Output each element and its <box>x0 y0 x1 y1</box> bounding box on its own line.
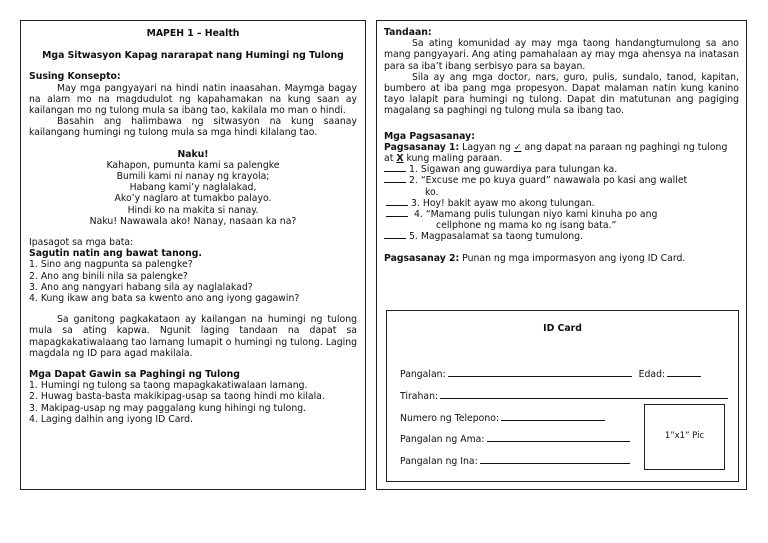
exercise-item: 5. Magpasalamat sa taong tumulong. <box>384 231 739 242</box>
phone-field-row <box>400 411 605 424</box>
answer-blank[interactable] <box>384 182 406 183</box>
question-item: 2. Ano ang binili nila sa palengke? <box>29 270 188 282</box>
left-worksheet-panel <box>20 20 366 490</box>
exercise-2-label: Pagsasanay 2: <box>384 252 460 264</box>
mother-field[interactable] <box>480 454 630 464</box>
father-label: Pangalan ng Ama: <box>400 434 485 445</box>
answer-blank[interactable] <box>386 205 408 206</box>
age-field[interactable] <box>667 367 701 377</box>
name-label: Pangalan: <box>400 369 446 380</box>
lesson-title: Mga Sitwasyon Kapag nararapat nang Humingi ng Tulong <box>42 50 344 62</box>
question-item: 4. Kung ikaw ang bata sa kwento ano ang iyong gagawin? <box>29 293 300 305</box>
remember-heading: Tandaan: <box>384 27 432 38</box>
exercise-item-continuation: ko. <box>425 186 439 198</box>
address-field[interactable] <box>440 389 728 399</box>
father-field-row <box>400 432 630 445</box>
summary-paragraph: Sa ganitong pagkakataon ay kailangan na humingi ng tulong mula sa ating kapwa. Ngunit laging tandaan na dapat sa mapagkakatiwalaang tao lamang lumapit o humingi ng tulong. Laging magdala ng ID para agad makilala. <box>29 314 357 359</box>
answer-blank[interactable] <box>384 238 406 239</box>
exercise-2-text: Punan ng mga impormasyon ang iyong ID Card. <box>459 252 686 264</box>
photo-label: 1”x1” Pic <box>664 431 705 442</box>
todo-item: 3. Makipag-usap ng may paggalang kung hihingi ng tulong. <box>29 402 307 414</box>
exercise-1-text: ang dapat na paraan ng paghingi ng tulong at <box>384 141 728 165</box>
photo-box[interactable] <box>644 404 725 470</box>
exercises-heading: Mga Pagsasanay: <box>384 130 475 142</box>
exercise-1-label: Pagsasanay 1: <box>384 141 460 153</box>
story-line: Bumili kami ni nanay ng krayola; <box>116 171 270 183</box>
exercise-1-text: kung maling paraan. <box>403 153 503 165</box>
exercise-1-items <box>384 164 739 242</box>
father-field[interactable] <box>487 432 630 442</box>
concept-paragraph-1: May mga pangyayari na hindi natin inaasahan. Maymga bagay na alam mo na magdudulot ng kapahamakan na kung saan ay kailangan mo ng tulong mula sa ibang tao, kakilala mo man o hindi. <box>29 82 357 117</box>
exercise-item: 1. Sigawan ang guwardiya para tulungan ka. <box>384 164 739 175</box>
subject-heading: MAPEH 1 – Health <box>146 28 240 39</box>
story-line: Ako’y naglaro at tumakbo palayo. <box>114 193 272 205</box>
name-field[interactable] <box>448 367 632 377</box>
questions-heading: Sagutin natin ang bawat tanong. <box>29 248 202 260</box>
question-item: 3. Ano ang nangyari habang sila ay naglalakad? <box>29 281 253 293</box>
answer-blank[interactable] <box>386 216 408 217</box>
story-line: Habang kami’y naglalakad, <box>129 182 257 194</box>
story-title: Naku! <box>177 148 209 160</box>
address-label: Tirahan: <box>400 391 439 402</box>
todo-heading: Mga Dapat Gawin sa Paghingi ng Tulong <box>29 369 240 381</box>
exercise-item: 4. “Mamang pulis tulungan niyo kami kinuha po ang <box>384 209 739 220</box>
right-worksheet-panel <box>376 20 747 490</box>
phone-label: Numero ng Telepono: <box>400 413 500 424</box>
story-line: Kahapon, pumunta kami sa palengke <box>106 159 280 171</box>
id-card-heading: ID Card <box>543 323 582 334</box>
story-line: Hindi ko na makita si nanay. <box>127 204 259 216</box>
todo-item: 2. Huwag basta-basta makikipag-usap sa taong hindi mo kilala. <box>29 391 325 403</box>
x-mark-icon: X <box>396 153 404 165</box>
todo-item: 1. Humingi ng tulong sa taong mapagkakatiwalaan lamang. <box>29 380 308 392</box>
concept-paragraph-2: Basahin ang halimbawa ng sitwasyon na kung saanay kailangang humingi ng tulong mula sa mga hindi kilalang tao. <box>29 116 357 139</box>
answer-blank[interactable] <box>384 171 406 172</box>
age-label: Edad: <box>638 369 666 380</box>
check-mark-icon: ✓ <box>513 141 522 153</box>
exercise-1-instruction <box>384 142 739 164</box>
mother-label: Pangalan ng Ina: <box>400 456 478 467</box>
todo-item: 4. Laging dalhin ang iyong ID Card. <box>29 413 193 425</box>
address-field-row <box>400 389 728 402</box>
concept-heading: Susing Konsepto: <box>29 71 121 83</box>
name-field-row <box>400 367 701 380</box>
exercise-item: 3. Hoy! bakit ayaw mo akong tulungan. <box>384 198 739 209</box>
remember-paragraph-2: Sila ay ang mga doctor, nars, guro, pulis, sundalo, tanod, kapitan, bumbero at iba pang mga propesyon. Dapat malaman natin kung kanino tayo lalapit para humingi ng tulong. Dapat din matutunan ang pagiging magalang sa paghingi ng tulong mula sa ibang tao. <box>384 71 739 117</box>
id-card-form <box>386 310 739 482</box>
question-item: 1. Sino ang nagpunta sa palengke? <box>29 259 193 271</box>
exercise-item-continuation: cellphone ng mama ko ng isang bata.” <box>436 220 617 232</box>
mother-field-row <box>400 454 630 467</box>
exercise-1-text: Lagyan ng <box>459 141 514 153</box>
exercise-item: 2. “Excuse me po kuya guard” nawawala po kasi ang wallet <box>384 175 739 186</box>
ask-children-label: Ipasagot sa mga bata: <box>29 237 134 249</box>
phone-field[interactable] <box>501 411 605 421</box>
remember-paragraph-1: Sa ating komunidad ay may mga taong handangtumulong sa ano mang pangyayari. Ang ating pamahalaan ay may mga ahensya na inatasan para sa iba’t ibang serbisyo para sa bayan. <box>384 38 739 72</box>
exercise-2-instruction <box>384 253 739 264</box>
story-line: Naku! Nawawala ako! Nanay, nasaan ka na? <box>89 215 297 227</box>
